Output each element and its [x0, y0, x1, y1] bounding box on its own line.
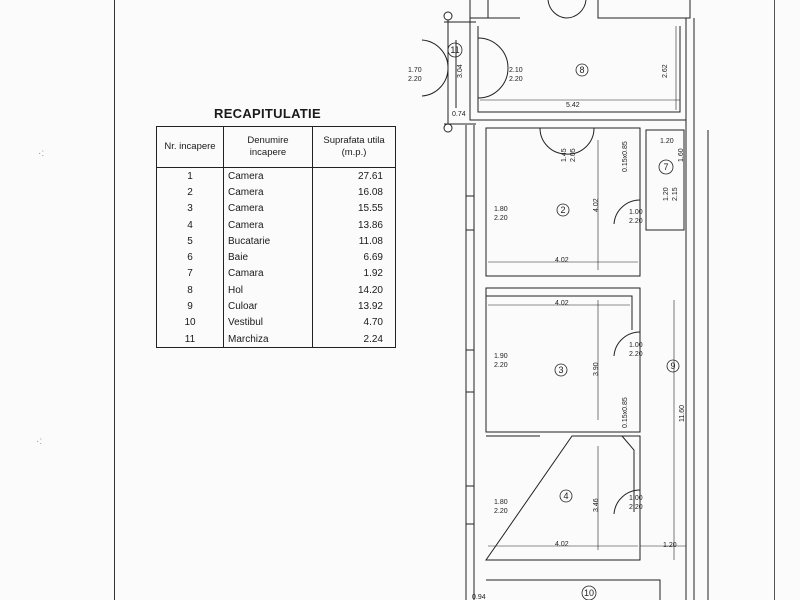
dim-label: 0.94 — [472, 594, 486, 600]
cell-area: 2.24 — [313, 331, 396, 348]
wall-exterior-right — [686, 18, 694, 600]
door-arc — [548, 0, 586, 18]
dim-label: 4.02 — [555, 257, 569, 264]
dim-label: 1.80 — [494, 206, 508, 213]
dim-label: 2.20 — [629, 218, 643, 225]
cell-area: 15.55 — [313, 201, 396, 217]
cell-name: Vestibul — [224, 315, 313, 331]
dim-label: 2.20 — [494, 362, 508, 369]
dim-label: 0.15x0.85 — [622, 397, 629, 428]
dim-label: 2.05 — [570, 148, 577, 162]
cell-name: Bucatarie — [224, 233, 313, 249]
cell-nr: 5 — [157, 233, 224, 249]
wall-vestibul — [486, 580, 660, 600]
door-arc — [478, 38, 508, 68]
dim-label: 1.70 — [408, 67, 422, 74]
dim-label: 11.60 — [679, 405, 686, 422]
dim-label: 1.00 — [629, 342, 643, 349]
room-number-3: 3 — [558, 365, 564, 375]
dim-label: 5.42 — [566, 102, 580, 109]
dim-label: 2.20 — [494, 215, 508, 222]
cell-name: Culoar — [224, 298, 313, 314]
cell-area: 6.69 — [313, 249, 396, 265]
window-mark — [466, 196, 474, 524]
dim-label: 0.15x0.85 — [622, 141, 629, 172]
door-arc — [422, 40, 448, 68]
wall-room-3 — [486, 288, 640, 432]
cell-nr: 2 — [157, 184, 224, 200]
cell-area: 4.70 — [313, 315, 396, 331]
dim-label: 2.20 — [509, 76, 523, 83]
cell-nr: 7 — [157, 266, 224, 282]
header-name: Denumire incapere — [224, 127, 313, 168]
header-nr: Nr. incapere — [157, 127, 224, 168]
dim-label: 1.20 — [663, 542, 677, 549]
cell-area: 13.86 — [313, 217, 396, 233]
header-area: Suprafata utila (m.p.) — [313, 127, 396, 168]
cell-nr: 10 — [157, 315, 224, 331]
cell-nr: 1 — [157, 168, 224, 185]
cell-name: Marchiza — [224, 331, 313, 348]
cell-nr: 8 — [157, 282, 224, 298]
room-number-8: 8 — [579, 65, 585, 75]
wall — [470, 0, 488, 18]
dim-label: 1.80 — [494, 499, 508, 506]
cell-nr: 11 — [157, 331, 224, 348]
dim-label: 3.90 — [593, 362, 600, 376]
cell-name: Camera — [224, 217, 313, 233]
cell-nr: 9 — [157, 298, 224, 314]
cell-area: 16.08 — [313, 184, 396, 200]
dim-label: 1.90 — [494, 353, 508, 360]
scan-speck: ·: — [36, 436, 43, 447]
cell-name: Camara — [224, 266, 313, 282]
cell-area: 1.92 — [313, 266, 396, 282]
cell-name: Hol — [224, 282, 313, 298]
dim-label: 3.04 — [457, 64, 464, 78]
scan-speck: ·: — [38, 148, 45, 159]
cell-area: 14.20 — [313, 282, 396, 298]
dim-label: 2.20 — [408, 76, 422, 83]
dim-label: 4.02 — [555, 300, 569, 307]
dimension-line — [598, 26, 676, 560]
hinge-node — [444, 124, 452, 132]
wall — [598, 0, 690, 18]
dim-label: 3.46 — [593, 498, 600, 512]
room-number-11: 11 — [450, 45, 460, 55]
room-number-7: 7 — [663, 162, 669, 172]
cell-nr: 3 — [157, 201, 224, 217]
room-number-9: 9 — [670, 361, 676, 371]
dim-label: 2.10 — [509, 67, 523, 74]
wall-camara — [646, 130, 684, 230]
dim-label: 2.20 — [629, 504, 643, 511]
room-number-10: 10 — [583, 588, 595, 598]
dim-label: 1.45 — [561, 148, 568, 162]
dim-label: 2.20 — [629, 351, 643, 358]
dimension-line — [480, 100, 680, 546]
room-number-2: 2 — [560, 205, 566, 215]
dim-label: 1.20 — [663, 187, 670, 201]
cell-nr: 4 — [157, 217, 224, 233]
cell-area: 11.08 — [313, 233, 396, 249]
dim-label: 1.20 — [660, 138, 674, 145]
cell-name: Camera — [224, 184, 313, 200]
cell-nr: 6 — [157, 249, 224, 265]
dim-label: 1.60 — [678, 148, 685, 162]
dim-label: 2.15 — [672, 187, 679, 201]
cell-area: 27.61 — [313, 168, 396, 185]
cell-name: Baie — [224, 249, 313, 265]
dim-label: 4.02 — [555, 541, 569, 548]
hinge-node — [444, 12, 452, 20]
dim-label: 0.74 — [452, 111, 466, 118]
table-title: RECAPITULATIE — [214, 106, 321, 121]
cell-name: Camera — [224, 201, 313, 217]
door-arc — [422, 68, 448, 96]
door-arc — [478, 68, 508, 98]
cell-name: Camera — [224, 168, 313, 185]
cell-area: 13.92 — [313, 298, 396, 314]
dim-label: 2.62 — [662, 64, 669, 78]
room-number-4: 4 — [563, 491, 569, 501]
dim-label: 4.02 — [593, 198, 600, 212]
dim-label: 1.00 — [629, 209, 643, 216]
dim-label: 2.20 — [494, 508, 508, 515]
dim-label: 1.00 — [629, 495, 643, 502]
